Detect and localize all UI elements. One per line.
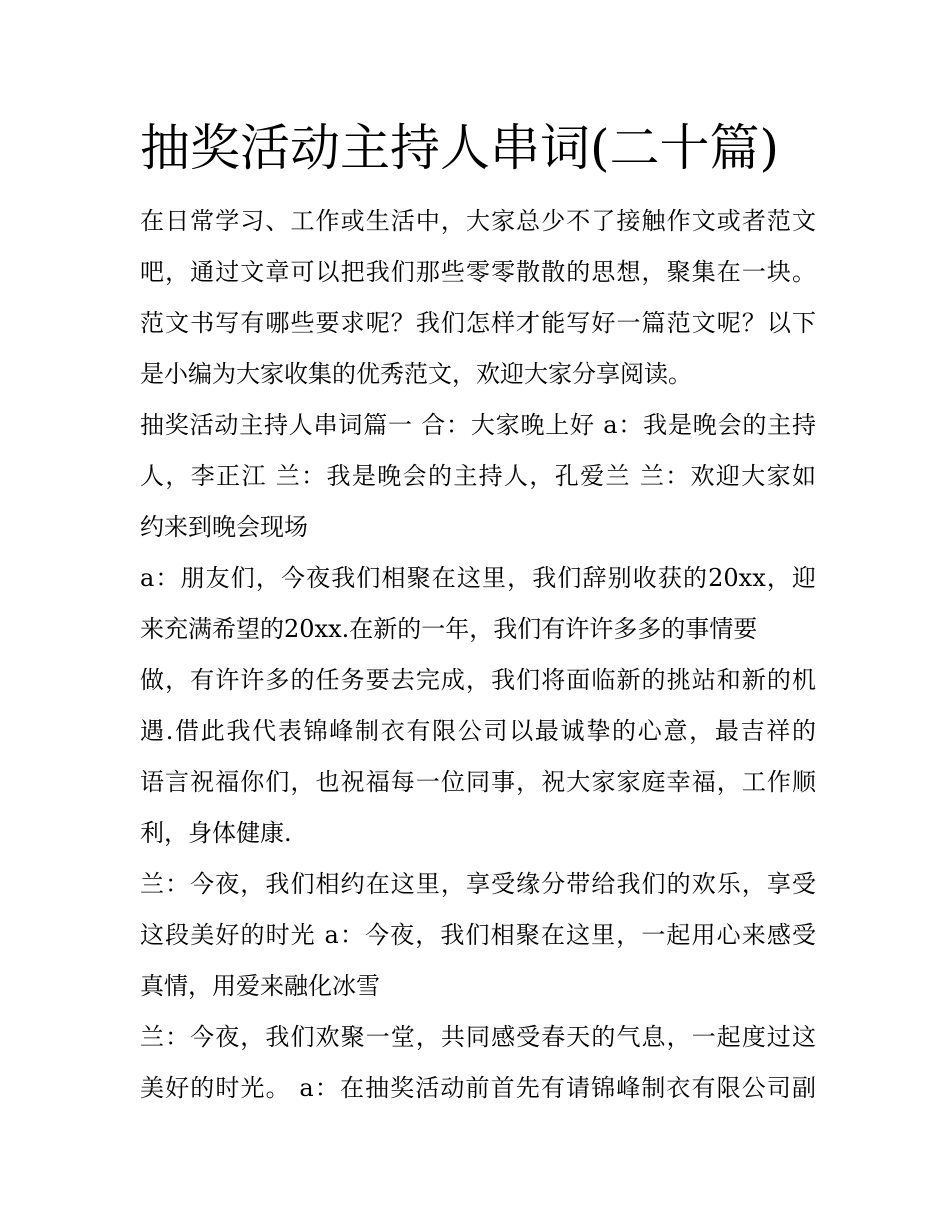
- text-line: 这段美好的时光 a：今夜，我们相聚在这里，一起用心来感受: [140, 921, 816, 949]
- text-line: 语言祝福你们，也祝福每一位同事，祝大家家庭幸福，工作顺: [140, 768, 816, 796]
- text-line: 抽奖活动主持人串词篇一 合：大家晚上好 a：我是晚会的主持: [140, 411, 816, 439]
- text-line: 真情，用爱来融化冰雪: [140, 972, 380, 1000]
- text-line: a：朋友们，今夜我们相聚在这里，我们辞别收获的20xx，迎: [140, 564, 816, 592]
- text-line: 人，李正江 兰：我是晚会的主持人，孔爱兰 兰：欢迎大家如: [140, 462, 816, 490]
- text-line: 范文书写有哪些要求呢？我们怎样才能写好一篇范文呢？以下: [140, 309, 816, 337]
- text-line: 美好的时光。 a：在抽奖活动前首先有请锦峰制衣有限公司副: [140, 1074, 816, 1102]
- text-line: 在日常学习、工作或生活中，大家总少不了接触作文或者范文: [140, 207, 816, 235]
- text-line: 是小编为大家收集的优秀范文，欢迎大家分享阅读。: [140, 360, 692, 388]
- text-line: 约来到晚会现场: [140, 513, 308, 541]
- document-title: 抽奖活动主持人串词(二十篇): [140, 119, 780, 177]
- document-body: [140, 196, 816, 1114]
- text-line: 利，身体健康.: [140, 819, 292, 847]
- text-line: 兰：今夜，我们欢聚一堂，共同感受春天的气息，一起度过这: [140, 1023, 816, 1051]
- text-line: 吧，通过文章可以把我们那些零零散散的思想，聚集在一块。: [140, 258, 816, 286]
- text-line: 做，有许许多的任务要去完成，我们将面临新的挑站和新的机: [140, 666, 816, 694]
- text-line: 遇.借此我代表锦峰制衣有限公司以最诚挚的心意，最吉祥的: [140, 717, 816, 745]
- text-line: 兰：今夜，我们相约在这里，享受缘分带给我们的欢乐，享受: [140, 870, 816, 898]
- text-line: 来充满希望的20xx.在新的一年，我们有许许多多的事情要: [140, 615, 758, 643]
